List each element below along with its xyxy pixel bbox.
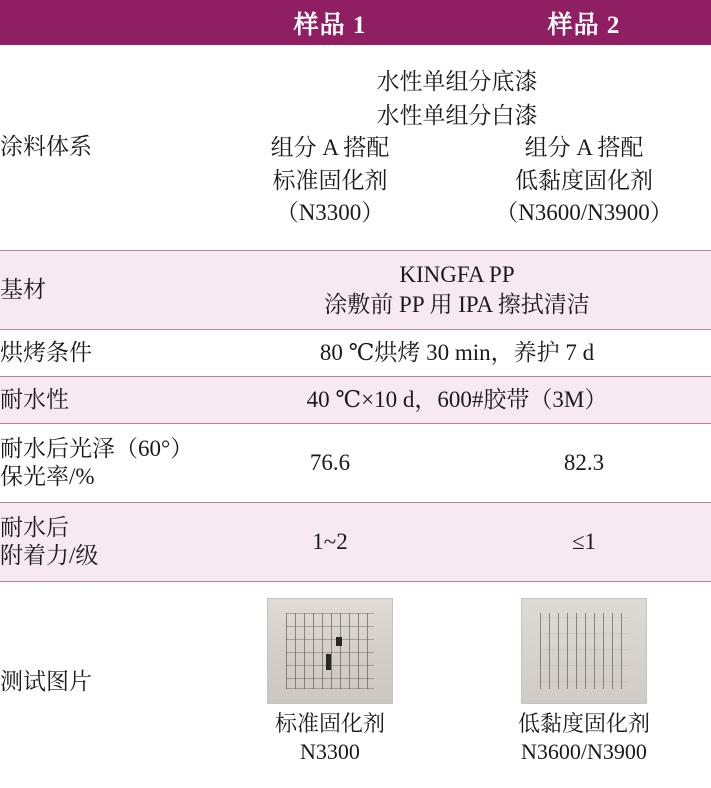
table-row-gloss-retention bbox=[0, 424, 711, 503]
header-sample-2: 样品 2 bbox=[547, 11, 621, 39]
test-image-caption-sample2 bbox=[457, 710, 711, 766]
coating-sample1-line-3: （N3300） bbox=[275, 200, 385, 226]
table-row-adhesion bbox=[0, 503, 711, 582]
gloss-sample1-value: 76.6 bbox=[309, 450, 351, 476]
coating-sample2-line-2: 低黏度固化剂 bbox=[515, 167, 653, 193]
caption-sample1-line-2: N3300 bbox=[300, 739, 360, 764]
table-row-water-resistance bbox=[0, 377, 711, 424]
cross-cut-grid-standard bbox=[286, 613, 374, 689]
row-label-test-images: 测试图片 bbox=[0, 668, 92, 694]
coating-sample1-lines bbox=[203, 132, 457, 230]
gloss-label-line-2: 保光率/% bbox=[0, 464, 95, 489]
table-header-row bbox=[0, 0, 711, 45]
coating-sample2-lines bbox=[457, 132, 711, 230]
cross-cut-test-panel-standard-icon bbox=[267, 598, 393, 704]
test-image-caption-sample1 bbox=[203, 710, 457, 766]
header-sample-1: 样品 1 bbox=[293, 11, 367, 39]
coating-flake-mark-2 bbox=[326, 654, 331, 670]
table-row-test-images bbox=[0, 582, 711, 783]
adhesion-label-line-2: 附着力/级 bbox=[0, 543, 99, 568]
coating-sample1-line-2: 标准固化剂 bbox=[272, 167, 388, 193]
coating-sample2-line-1: 组分 A 搭配 bbox=[524, 134, 644, 160]
table-row-substrate bbox=[0, 251, 711, 330]
row-label-adhesion bbox=[0, 503, 203, 582]
table-row-coating-system bbox=[0, 45, 711, 251]
coating-split-columns bbox=[203, 132, 711, 236]
adhesion-sample1-value: 1~2 bbox=[312, 529, 348, 555]
row-value-bake-condition: 80 ℃烘烤 30 min，养护 7 d bbox=[319, 340, 595, 366]
coating-sample1-line-1: 组分 A 搭配 bbox=[270, 134, 390, 160]
adhesion-label-line-1: 耐水后 bbox=[0, 514, 69, 540]
table-row-bake-condition bbox=[0, 330, 711, 377]
cross-cut-test-panel-low-viscosity-icon bbox=[521, 598, 647, 704]
coating-sample2-line-3: （N3600/N3900） bbox=[495, 200, 673, 226]
row-label-substrate: 基材 bbox=[0, 276, 46, 302]
row-value-coating-system bbox=[203, 45, 711, 251]
row-label-bake-condition: 烘烤条件 bbox=[0, 339, 92, 365]
row-label-coating-system: 涂料体系 bbox=[0, 134, 92, 160]
caption-sample1-line-1: 标准固化剂 bbox=[274, 710, 385, 736]
coating-shared-line-2: 水性单组分白漆 bbox=[376, 102, 538, 128]
coating-flake-mark-1 bbox=[336, 637, 342, 646]
header-label-blank bbox=[0, 0, 203, 45]
adhesion-sample2-value: ≤1 bbox=[571, 529, 597, 555]
coating-shared-lines bbox=[203, 59, 711, 132]
gloss-label-line-1: 耐水后光泽（60°） bbox=[0, 435, 194, 461]
gloss-sample2-value: 82.3 bbox=[563, 450, 605, 476]
substrate-line-2: 涂敷前 PP 用 IPA 擦拭清洁 bbox=[324, 292, 590, 317]
cross-cut-grid-low-viscosity bbox=[540, 613, 628, 689]
row-value-substrate bbox=[203, 251, 711, 330]
row-label-gloss-retention bbox=[0, 424, 203, 503]
caption-sample2-line-2: N3600/N3900 bbox=[521, 739, 647, 764]
test-image-cell-sample1 bbox=[203, 582, 457, 783]
row-label-water-resistance: 耐水性 bbox=[0, 386, 69, 412]
caption-sample2-line-1: 低黏度固化剂 bbox=[517, 710, 650, 736]
coating-shared-line-1: 水性单组分底漆 bbox=[376, 69, 538, 95]
test-image-cell-sample2 bbox=[457, 582, 711, 783]
row-value-water-resistance: 40 ℃×10 d，600#胶带（3M） bbox=[306, 387, 608, 413]
substrate-line-1: KINGFA PP bbox=[399, 262, 515, 288]
